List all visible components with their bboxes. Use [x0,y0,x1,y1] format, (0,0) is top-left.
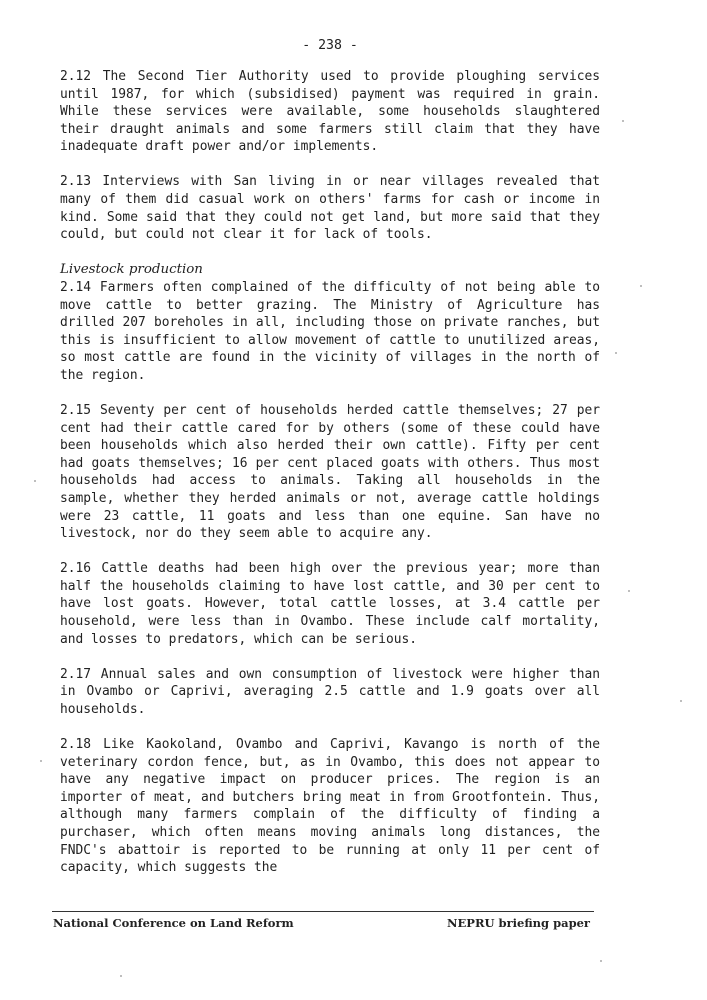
scan-speck [120,975,122,977]
paragraph-2-16: 2.16 Cattle deaths had been high over the previous year; more than half the households claiming to have lost cattle, and 30 per cent to have lost goats. However, total cattle losses, at 3.4 cattle per household, were less than in Ovambo. These include calf mortality, and losses to predators, which can be serious. [60,561,600,647]
paragraph-2-13: 2.13 Interviews with San living in or near villages revealed that many of them did casual work on others' farms for cash or income in kind. Some said that they could not get land, but more said that they could, but could not clear it for lack of tools. [60,174,600,243]
scan-speck [680,700,682,702]
scan-speck [640,285,642,287]
scan-speck [628,590,630,592]
scan-speck [622,120,624,122]
paragraph-2-12: 2.12 The Second Tier Authority used to provide ploughing services until 1987, for which (subsidised) payment was required in grain. While these services were available, some households slaughtered their draught animals and some farmers still claim that they have inadequate draft power and/or implements. [60,69,600,155]
scan-speck [600,960,602,962]
section-heading: Livestock production [60,262,203,278]
footer-paper-type: NEPRU briefing paper [447,916,590,930]
scan-speck [40,760,42,762]
scan-speck [615,352,617,354]
footer-conference-title: National Conference on Land Reform [53,916,294,930]
paragraph-2-14: 2.14 Farmers often complained of the difficulty of not being able to move cattle to better grazing. The Ministry of Agriculture has drilled 207 boreholes in all, including those on private ranches, but this is insufficient to allow movement of cattle to unutilized areas, so most cattle are found in the vicinity of villages in the north of the region. [60,279,600,383]
paragraph-2-18: 2.18 Like Kaokoland, Ovambo and Caprivi, Kavango is north of the veterinary cordon fence, but, as in Ovambo, this does not appear to have any negative impact on producer prices. The region is an importer of meat, and butchers bring meat in from Grootfontein. Thus, although many farmers complain of the difficulty of finding a purchaser, which often means moving animals long distances, the FNDC's abattoir is reported to be running at only 11 per cent of capacity, which suggests the [60,737,600,876]
paragraph-2-17: 2.17 Annual sales and own consumption of livestock were higher than in Ovambo or Caprivi, averaging 2.5 cattle and 1.9 goats over all households. [60,666,600,717]
paragraph-2-15: 2.15 Seventy per cent of households herded cattle themselves; 27 per cent had their cattle cared for by others (some of these could have been households which also herded their own cattle). Fifty per cent had goats themselves; 16 per cent placed goats with others. Thus most households had access to animals. Taking all households in the sample, whether they herded animals or not, average cattle holdings were 23 cattle, 11 goats and less than one equine. San have no livestock, nor do they seem able to acquire any. [60,403,600,542]
document-body [60,68,600,894]
scan-speck [34,480,36,482]
footer-divider [52,911,594,912]
page-number: - 238 - [302,38,358,53]
